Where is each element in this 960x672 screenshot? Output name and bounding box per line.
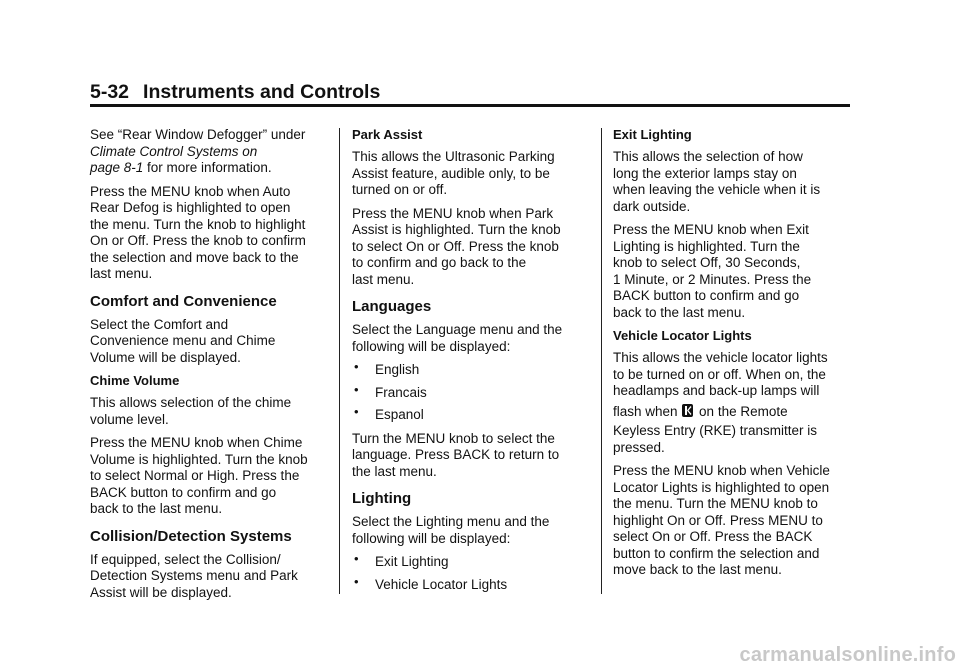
text-line: the menu. Turn the knob to highlight <box>90 216 306 232</box>
list-item <box>352 551 598 571</box>
text-line: turned on or off. <box>352 182 448 197</box>
text-line: Press the MENU knob when Exit <box>613 222 809 237</box>
park-assist-instructions <box>352 206 598 289</box>
header-rule <box>90 104 850 107</box>
text-line: to select Normal or High. Press the <box>90 468 300 483</box>
vehicle-locator-description <box>613 350 859 456</box>
list-item <box>352 381 598 402</box>
languages-intro <box>352 322 598 355</box>
watermark: carmanualsonline.info <box>739 644 956 666</box>
text-line: Detection Systems menu and Park <box>90 568 298 583</box>
text-line: On or Off. Press the knob to confirm <box>90 233 306 248</box>
text-line: Keyless Entry (RKE) transmitter is <box>613 423 818 438</box>
section-title: Instruments and Controls <box>143 81 381 103</box>
text-line: knob to select Off, 30 Seconds, <box>613 255 801 270</box>
text-fragment: on the Remote <box>695 403 788 419</box>
text-line: Select the Language menu and the <box>352 322 563 337</box>
text-line: to select On or Off. Press the knob <box>352 238 559 254</box>
text-line: This allows the selection of how <box>613 149 803 164</box>
text-line: Assist is highlighted. Turn the knob <box>352 222 561 237</box>
collision-detection-heading: Collision/Detection Systems <box>90 527 292 545</box>
text-line: 1 Minute, or 2 Minutes. Press the <box>613 271 812 287</box>
text-line: long the exterior lamps stay on <box>613 165 797 181</box>
vehicle-locator-lights-heading: Vehicle Locator Lights <box>613 328 752 343</box>
text-line: when leaving the vehicle when it is <box>613 182 821 197</box>
page-reference-link[interactable]: page 8-1 <box>90 160 144 175</box>
lighting-heading: Lighting <box>352 490 412 507</box>
text-line: last menu. <box>90 266 153 281</box>
text-line: Press the MENU knob when Park <box>352 205 554 221</box>
bullet-icon: • <box>354 381 359 397</box>
text-line: highlight On or Off. Press MENU to <box>613 512 823 528</box>
languages-heading: Languages <box>352 298 432 315</box>
text-line: Volume is highlighted. Turn the knob <box>90 451 308 467</box>
bullet-icon: • <box>354 404 359 419</box>
text-line: Press the MENU knob when Chime <box>90 435 303 450</box>
text-line: Convenience menu and Chime <box>90 333 276 348</box>
text-line: select On or Off. Press the BACK <box>613 529 813 544</box>
list-item-label: Francais <box>375 384 427 400</box>
text-line: language. Press BACK to return to <box>352 447 560 462</box>
text-line: dark outside. <box>613 198 691 214</box>
text-line: headlamps and back-up lamps will <box>613 383 820 398</box>
text-line: the last menu. <box>352 463 437 479</box>
text-fragment: flash when <box>613 403 682 419</box>
text-line: Assist will be displayed. <box>90 584 232 600</box>
text-line: volume level. <box>90 411 169 427</box>
column-2 <box>352 127 598 600</box>
text-line: This allows the Ultrasonic Parking <box>352 149 555 164</box>
lighting-list <box>352 551 598 593</box>
park-assist-heading: Park Assist <box>352 127 423 142</box>
page-number: 5-32 <box>90 81 130 103</box>
comfort-convenience-heading: Comfort and Convenience <box>90 292 277 310</box>
text-line: back to the last menu. <box>613 304 746 320</box>
list-item-label: Espanol <box>375 407 424 422</box>
text-line <box>613 404 859 421</box>
languages-instructions <box>352 431 598 481</box>
column-1 <box>90 127 336 608</box>
lock-key-icon <box>682 404 693 417</box>
column-3 <box>613 127 859 586</box>
exit-lighting-heading: Exit Lighting <box>613 127 692 142</box>
chime-volume-heading: Chime Volume <box>90 373 180 388</box>
text-line: the menu. Turn the MENU knob to <box>613 496 818 511</box>
list-item-label: Exit Lighting <box>375 554 449 569</box>
cross-reference-link[interactable]: Climate Control Systems on <box>90 143 258 159</box>
text-line: move back to the last menu. <box>613 562 782 577</box>
text-line: to confirm and go back to the <box>352 255 527 270</box>
exit-lighting-instructions <box>613 222 859 321</box>
text-line: BACK button to confirm and go <box>613 288 800 303</box>
language-list <box>352 359 598 424</box>
text-line: Press the MENU knob when Auto <box>90 183 291 199</box>
text-fragment: for more information. <box>143 160 272 175</box>
text-line: Select the Comfort and <box>90 316 229 332</box>
text-line: Volume will be displayed. <box>90 349 241 365</box>
bullet-icon: • <box>354 359 359 374</box>
column-divider-2 <box>601 128 602 594</box>
text-line: the selection and move back to the <box>90 249 299 265</box>
park-assist-description <box>352 149 598 199</box>
lighting-intro <box>352 514 598 547</box>
defogger-reference <box>90 127 336 177</box>
bullet-icon: • <box>354 573 359 589</box>
text-line: last menu. <box>352 271 415 287</box>
chime-description <box>90 395 336 428</box>
auto-rear-defog-paragraph <box>90 184 336 283</box>
text-line: Press the MENU knob when Vehicle <box>613 463 830 478</box>
list-item-label: Vehicle Locator Lights <box>375 576 508 592</box>
text-line: This allows the vehicle locator lights <box>613 350 828 365</box>
text-line: Turn the MENU knob to select the <box>352 430 555 446</box>
exit-lighting-description <box>613 149 859 215</box>
collision-paragraph <box>90 552 336 602</box>
page-header <box>90 80 850 104</box>
bullet-icon: • <box>354 551 359 566</box>
text-line: Locator Lights is highlighted to open <box>613 479 830 495</box>
text-line: following will be displayed: <box>352 338 511 354</box>
vehicle-locator-instructions <box>613 463 859 579</box>
text-line: button to confirm the selection and <box>613 545 820 561</box>
comfort-paragraph <box>90 317 336 367</box>
text-line <box>90 144 336 161</box>
text-line <box>90 160 336 177</box>
text-line: This allows selection of the chime <box>90 395 292 410</box>
text-line: BACK button to confirm and go <box>90 484 277 500</box>
text-line: pressed. <box>613 439 665 455</box>
list-item <box>352 404 598 424</box>
text-line: following will be displayed: <box>352 530 511 546</box>
text-line: Assist feature, audible only, to be <box>352 165 550 181</box>
chime-instructions <box>90 435 336 518</box>
list-item-label: English <box>375 362 420 377</box>
text-line: Select the Lighting menu and the <box>352 514 550 529</box>
text-line: to be turned on or off. When on, the <box>613 366 826 382</box>
list-item <box>352 573 598 594</box>
text-line: back to the last menu. <box>90 501 223 516</box>
text-line: Lighting is highlighted. Turn the <box>613 238 800 254</box>
text-line: Rear Defog is highlighted to open <box>90 200 291 215</box>
text-line: If equipped, select the Collision/ <box>90 551 281 567</box>
list-item <box>352 359 598 379</box>
text-line: See “Rear Window Defogger” under <box>90 127 306 142</box>
column-divider-1 <box>339 128 340 594</box>
